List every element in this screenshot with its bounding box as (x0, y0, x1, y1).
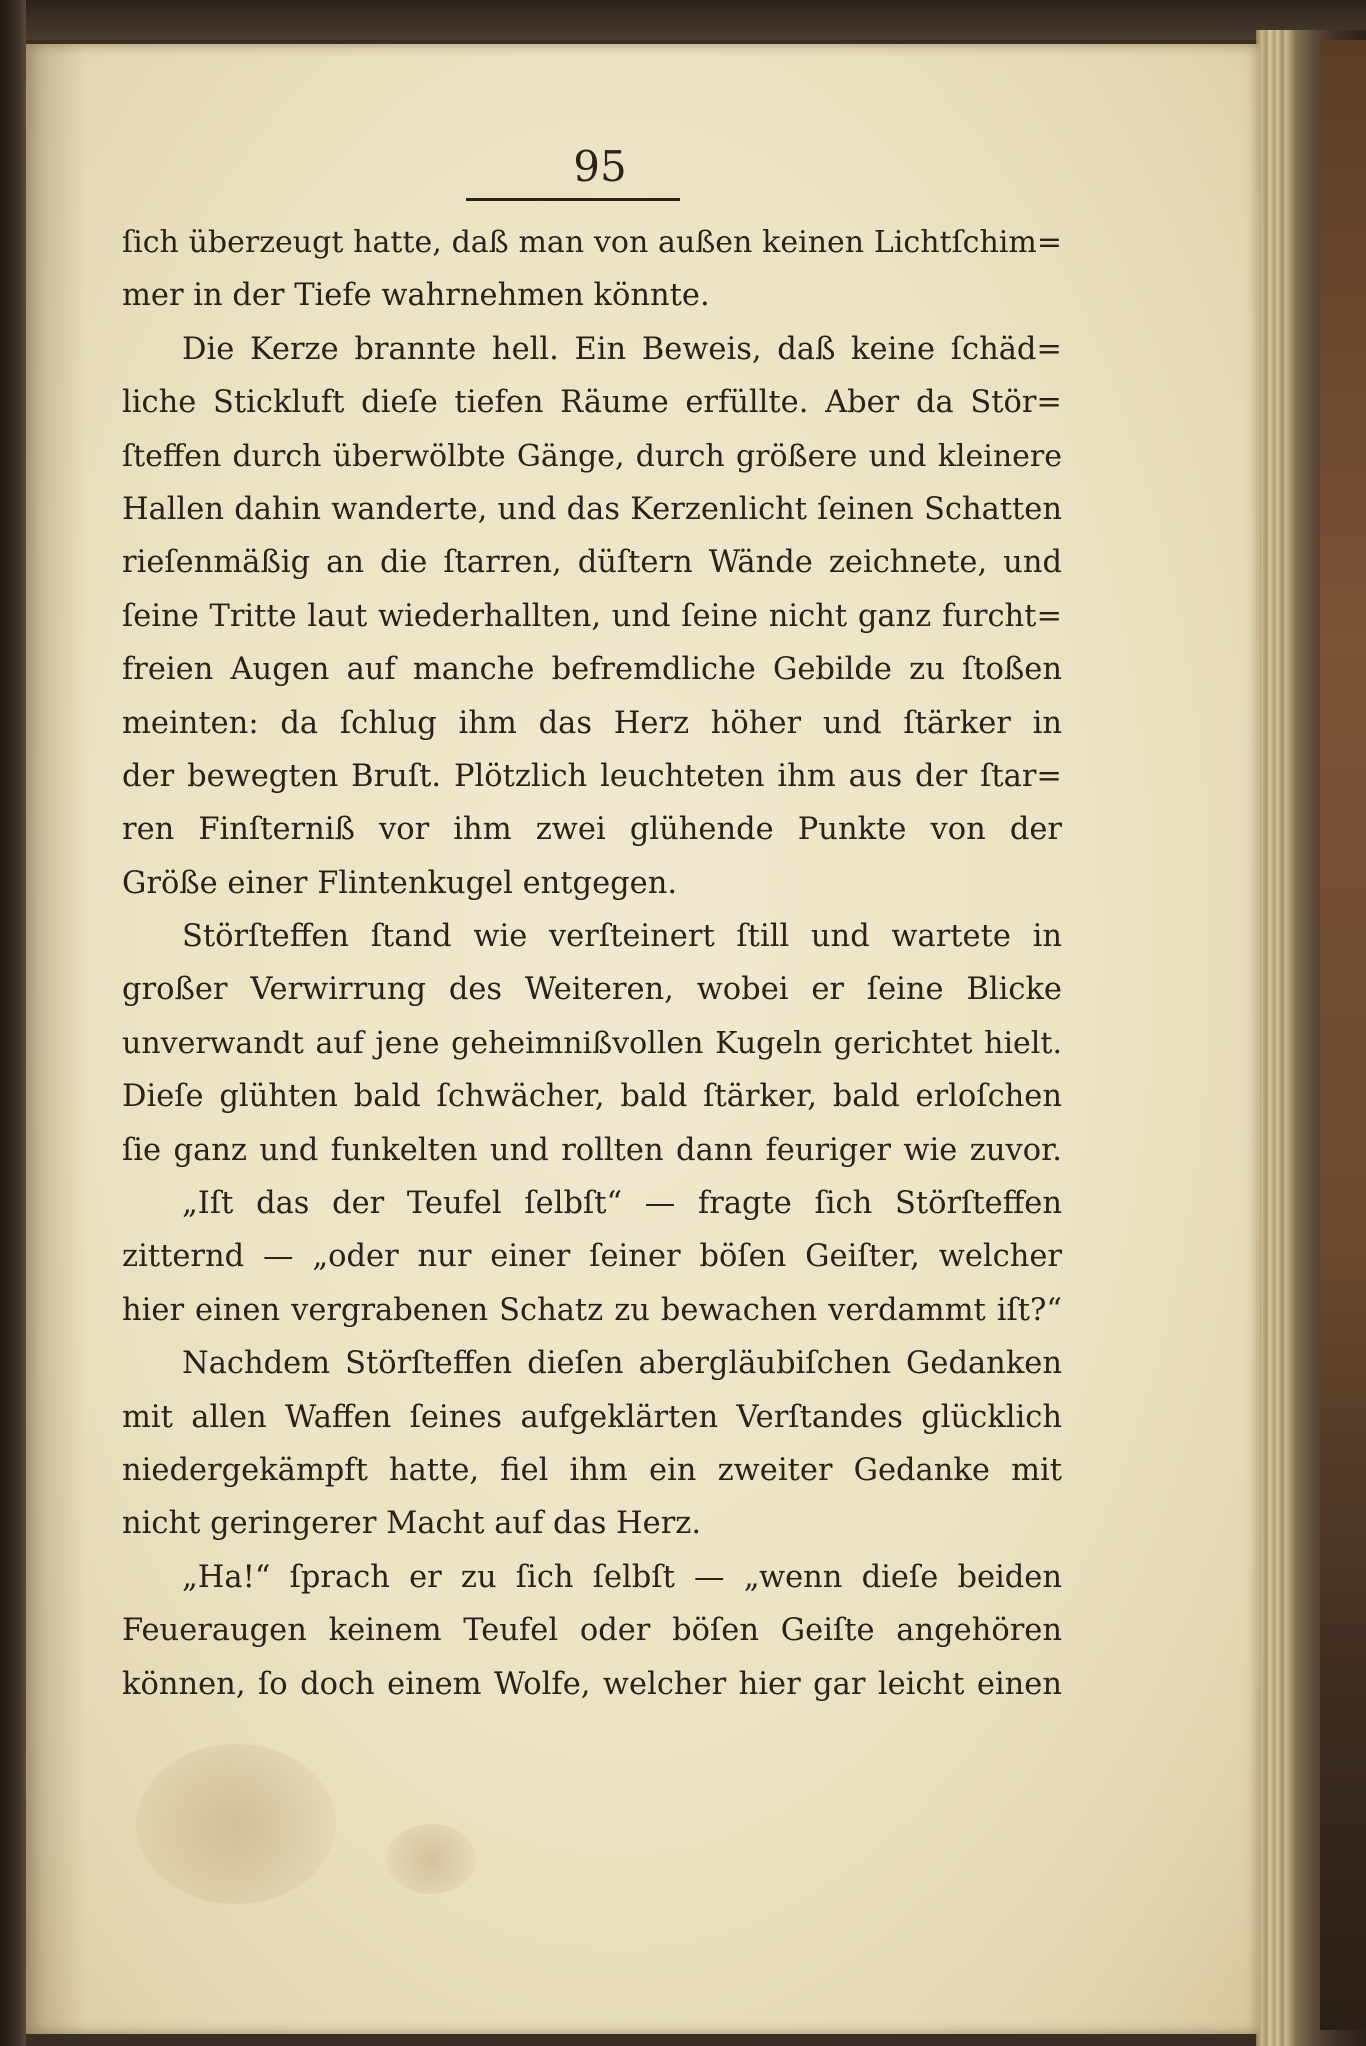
header-rule (466, 198, 680, 201)
text-line: der bewegten Bruſt. Plötzlich leuchteten ihm aus der ſtar= (122, 758, 1062, 794)
text-line: Feueraugen keinem Teufel oder böſen Geiſte angehören (122, 1613, 1062, 1649)
text-line: freien Augen auf manche befremdliche Gebilde zu ſtoßen (122, 652, 1062, 688)
text-line: rieſenmäßig an die ſtarren, düſtern Wände zeichnete, und (122, 545, 1062, 581)
text-line: Größe einer Flintenkugel entgegen. (122, 865, 678, 901)
text-line: mer in der Tiefe wahrnehmen könnte. (122, 278, 710, 314)
text-line: großer Verwirrung des Weiteren, wobei er ſeine Blicke (122, 972, 1062, 1008)
text-line: Störſteffen ſtand wie verſteinert ſtill und wartete in (182, 919, 1062, 955)
text-line: „Ha!“ ſprach er zu ſich ſelbſt — „wenn dieſe beiden (182, 1559, 1062, 1595)
text-line: Nachdem Störſteffen dieſen abergläubiſchen Gedanken (182, 1346, 1062, 1382)
text-line: ſteffen durch überwölbte Gänge, durch größere und kleinere (122, 438, 1062, 474)
text-line: können, ſo doch einem Wolfe, welcher hier gar leicht einen (122, 1666, 1062, 1702)
leather-binding (1320, 40, 1366, 2030)
text-line: liche Stickluft dieſe tiefen Räume erfüllte. Aber da Stör= (122, 385, 1062, 421)
text-line: meinten: da ſchlug ihm das Herz höher und ſtärker in (122, 705, 1062, 741)
page-gutter-shadow (26, 44, 86, 2034)
text-line: „Iſt das der Teufel ſelbſt“ — fragte ſich Störſteffen (182, 1186, 1062, 1222)
text-line: Die Kerze brannte hell. Ein Beweis, daß keine ſchäd= (182, 331, 1062, 367)
text-line: hier einen vergrabenen Schatz zu bewachen verdammt iſt?“ (122, 1292, 1062, 1328)
text-line: nicht geringerer Macht auf das Herz. (122, 1506, 702, 1542)
text-line: ren Finſterniß vor ihm zwei glühende Punkte von der (122, 812, 1062, 848)
text-line: zitternd — „oder nur einer ſeiner böſen Geiſter, welcher (122, 1239, 1062, 1275)
book-page (26, 44, 1260, 2034)
text-line: ſie ganz und funkelten und rollten dann feuriger wie zuvor. (122, 1132, 1062, 1168)
text-line: Dieſe glühten bald ſchwächer, bald ſtärker, bald erloſchen (122, 1079, 1062, 1115)
text-line: unverwandt auf jene geheimnißvollen Kugeln gerichtet hielt. (122, 1025, 1062, 1061)
paper-stain (136, 1744, 336, 1904)
book-top-edge (0, 0, 1366, 40)
book-cover-edge (0, 0, 26, 2046)
text-line: Hallen dahin wanderte, und das Kerzenlicht ſeinen Schatten (122, 491, 1062, 527)
page-number: 95 (573, 142, 627, 191)
text-line: mit allen Waffen ſeines aufgeklärten Verſtandes glücklich (122, 1399, 1062, 1435)
body-text (122, 216, 1062, 1711)
text-line: niedergekämpft hatte, fiel ihm ein zweiter Gedanke mit (122, 1452, 1062, 1488)
paper-stain (386, 1824, 476, 1894)
text-line: ſich überzeugt hatte, daß man von außen keinen Lichtſchim= (122, 225, 1062, 260)
text-line: ſeine Tritte laut wiederhallten, und ſeine nicht ganz furcht= (122, 598, 1062, 634)
